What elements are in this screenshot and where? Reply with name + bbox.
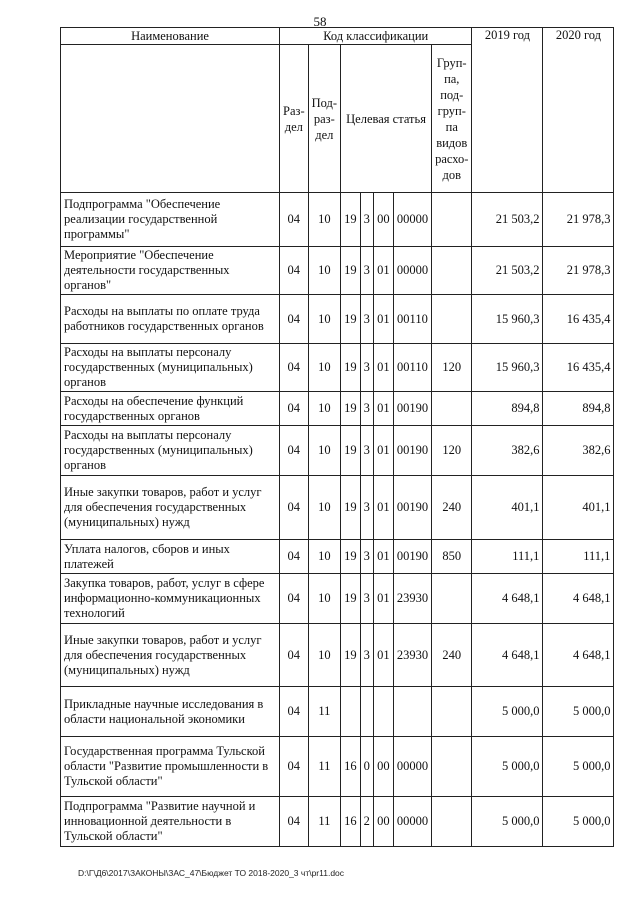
row-name: Расходы на выплаты персоналу государственных (муниципальных) органов <box>61 426 280 476</box>
row-value-2019: 4 648,1 <box>472 574 543 624</box>
row-target-event: 00 <box>373 737 393 797</box>
row-target-direction: 23930 <box>393 574 431 624</box>
row-section: 04 <box>280 193 309 247</box>
row-expense-group: 240 <box>432 624 472 687</box>
row-value-2019: 382,6 <box>472 426 543 476</box>
row-target-direction: 00000 <box>393 247 431 295</box>
row-subsection: 10 <box>308 392 340 426</box>
row-target-direction: 00190 <box>393 392 431 426</box>
row-section: 04 <box>280 426 309 476</box>
row-expense-group: 120 <box>432 426 472 476</box>
row-subsection: 10 <box>308 295 340 344</box>
row-name: Расходы на обеспечение функций государственных органов <box>61 392 280 426</box>
row-target-event <box>373 687 393 737</box>
row-target-event: 01 <box>373 574 393 624</box>
row-target-subprogram: 3 <box>360 295 373 344</box>
table-row <box>61 392 614 426</box>
row-target-event: 01 <box>373 476 393 540</box>
row-value-2020: 16 435,4 <box>543 295 614 344</box>
row-target-direction <box>393 687 431 737</box>
classification-code-header: Код классификации <box>280 28 472 45</box>
row-value-2019: 401,1 <box>472 476 543 540</box>
row-value-2020: 4 648,1 <box>543 574 614 624</box>
row-name: Расходы на выплаты по оплате труда работников государственных органов <box>61 295 280 344</box>
expense-group-header: Груп-па, под-груп-па видов расхо-дов <box>432 45 472 193</box>
row-target-subprogram: 3 <box>360 193 373 247</box>
row-name: Иные закупки товаров, работ и услуг для обеспечения государственных (муниципальных) нужд <box>61 476 280 540</box>
row-value-2019: 4 648,1 <box>472 624 543 687</box>
row-value-2019: 21 503,2 <box>472 193 543 247</box>
row-target-program: 19 <box>341 574 361 624</box>
table-row <box>61 426 614 476</box>
row-expense-group <box>432 797 472 847</box>
row-section: 04 <box>280 624 309 687</box>
row-value-2019: 15 960,3 <box>472 295 543 344</box>
name-header-blank <box>61 45 280 193</box>
subsection-header: Под-раз-дел <box>308 45 340 193</box>
row-subsection: 10 <box>308 247 340 295</box>
row-target-subprogram: 3 <box>360 426 373 476</box>
table-row <box>61 193 614 247</box>
row-target-subprogram: 3 <box>360 574 373 624</box>
row-target-program: 19 <box>341 193 361 247</box>
row-expense-group <box>432 392 472 426</box>
row-subsection: 10 <box>308 476 340 540</box>
row-section: 04 <box>280 476 309 540</box>
row-target-direction: 00190 <box>393 426 431 476</box>
row-target-subprogram: 3 <box>360 247 373 295</box>
row-target-program: 19 <box>341 624 361 687</box>
row-target-program: 19 <box>341 476 361 540</box>
row-expense-group <box>432 574 472 624</box>
table-row <box>61 737 614 797</box>
row-subsection: 10 <box>308 193 340 247</box>
year-2020-header: 2020 год <box>543 28 614 193</box>
row-target-program: 19 <box>341 344 361 392</box>
row-target-subprogram: 3 <box>360 344 373 392</box>
table-row <box>61 295 614 344</box>
row-section: 04 <box>280 687 309 737</box>
row-value-2019: 5 000,0 <box>472 687 543 737</box>
row-section: 04 <box>280 540 309 574</box>
row-value-2020: 5 000,0 <box>543 797 614 847</box>
row-subsection: 10 <box>308 540 340 574</box>
row-target-event: 00 <box>373 193 393 247</box>
row-target-program <box>341 687 361 737</box>
table-row <box>61 624 614 687</box>
row-target-event: 01 <box>373 392 393 426</box>
file-path-footer: D:\Г\Д6\2017\ЗАКОНЫ\ЗАС_47\Бюджет ТО 2018-2020_3 чт\pr11.doc <box>78 868 345 878</box>
row-target-program: 16 <box>341 737 361 797</box>
row-section: 04 <box>280 392 309 426</box>
row-value-2019: 21 503,2 <box>472 247 543 295</box>
row-target-direction: 23930 <box>393 624 431 687</box>
row-name: Иные закупки товаров, работ и услуг для обеспечения государственных (муниципальных) нужд <box>61 624 280 687</box>
row-target-subprogram: 0 <box>360 737 373 797</box>
row-target-subprogram: 3 <box>360 476 373 540</box>
row-target-event: 01 <box>373 295 393 344</box>
row-section: 04 <box>280 295 309 344</box>
row-target-direction: 00000 <box>393 193 431 247</box>
row-value-2020: 21 978,3 <box>543 247 614 295</box>
name-header: Наименование <box>61 28 280 45</box>
row-section: 04 <box>280 247 309 295</box>
row-section: 04 <box>280 797 309 847</box>
row-target-event: 01 <box>373 624 393 687</box>
table-row <box>61 687 614 737</box>
row-target-direction: 00190 <box>393 540 431 574</box>
row-target-event: 01 <box>373 540 393 574</box>
row-name: Подпрограмма "Обеспечение реализации государственной программы" <box>61 193 280 247</box>
row-expense-group <box>432 193 472 247</box>
row-expense-group: 850 <box>432 540 472 574</box>
target-item-header: Целевая статья <box>341 45 432 193</box>
row-value-2019: 5 000,0 <box>472 797 543 847</box>
table-body <box>61 193 614 847</box>
row-target-program: 19 <box>341 392 361 426</box>
row-target-event: 01 <box>373 344 393 392</box>
row-target-subprogram: 2 <box>360 797 373 847</box>
row-target-direction: 00190 <box>393 476 431 540</box>
row-target-subprogram: 3 <box>360 392 373 426</box>
year-2019-header: 2019 год <box>472 28 543 193</box>
row-subsection: 11 <box>308 687 340 737</box>
row-target-subprogram <box>360 687 373 737</box>
row-value-2019: 15 960,3 <box>472 344 543 392</box>
row-name: Подпрограмма "Развитие научной и инновационной деятельности в Тульской области" <box>61 797 280 847</box>
row-target-direction: 00110 <box>393 295 431 344</box>
row-subsection: 11 <box>308 797 340 847</box>
row-name: Прикладные научные исследования в области национальной экономики <box>61 687 280 737</box>
page-number: 58 <box>313 14 327 29</box>
row-target-program: 19 <box>341 247 361 295</box>
table-row <box>61 344 614 392</box>
row-value-2020: 21 978,3 <box>543 193 614 247</box>
row-expense-group <box>432 687 472 737</box>
row-name: Государственная программа Тульской области "Развитие промышленности в Тульской области" <box>61 737 280 797</box>
row-subsection: 10 <box>308 574 340 624</box>
table-row <box>61 247 614 295</box>
row-expense-group <box>432 737 472 797</box>
row-value-2019: 894,8 <box>472 392 543 426</box>
row-subsection: 10 <box>308 344 340 392</box>
row-target-event: 01 <box>373 247 393 295</box>
budget-table <box>60 27 614 847</box>
table-header <box>61 28 614 193</box>
row-target-direction: 00000 <box>393 737 431 797</box>
row-section: 04 <box>280 344 309 392</box>
row-target-program: 19 <box>341 426 361 476</box>
row-name: Уплата налогов, сборов и иных платежей <box>61 540 280 574</box>
row-value-2020: 16 435,4 <box>543 344 614 392</box>
row-value-2020: 111,1 <box>543 540 614 574</box>
row-target-event: 00 <box>373 797 393 847</box>
row-value-2020: 5 000,0 <box>543 687 614 737</box>
row-subsection: 10 <box>308 624 340 687</box>
section-header: Раз-дел <box>280 45 309 193</box>
row-value-2019: 111,1 <box>472 540 543 574</box>
row-section: 04 <box>280 574 309 624</box>
table-row <box>61 574 614 624</box>
row-target-program: 19 <box>341 295 361 344</box>
row-target-program: 16 <box>341 797 361 847</box>
row-target-subprogram: 3 <box>360 624 373 687</box>
row-subsection: 11 <box>308 737 340 797</box>
row-name: Закупка товаров, работ, услуг в сфере информационно-коммуникационных технологий <box>61 574 280 624</box>
row-target-subprogram: 3 <box>360 540 373 574</box>
row-value-2020: 894,8 <box>543 392 614 426</box>
row-value-2020: 4 648,1 <box>543 624 614 687</box>
row-target-program: 19 <box>341 540 361 574</box>
row-value-2019: 5 000,0 <box>472 737 543 797</box>
row-subsection: 10 <box>308 426 340 476</box>
row-name: Расходы на выплаты персоналу государственных (муниципальных) органов <box>61 344 280 392</box>
row-target-direction: 00110 <box>393 344 431 392</box>
row-value-2020: 382,6 <box>543 426 614 476</box>
row-expense-group: 120 <box>432 344 472 392</box>
row-name: Мероприятие "Обеспечение деятельности государственных органов" <box>61 247 280 295</box>
row-expense-group <box>432 295 472 344</box>
row-expense-group <box>432 247 472 295</box>
row-expense-group: 240 <box>432 476 472 540</box>
row-value-2020: 401,1 <box>543 476 614 540</box>
table-row <box>61 540 614 574</box>
row-section: 04 <box>280 737 309 797</box>
row-target-event: 01 <box>373 426 393 476</box>
table-row <box>61 797 614 847</box>
table-row <box>61 476 614 540</box>
row-target-direction: 00000 <box>393 797 431 847</box>
row-value-2020: 5 000,0 <box>543 737 614 797</box>
